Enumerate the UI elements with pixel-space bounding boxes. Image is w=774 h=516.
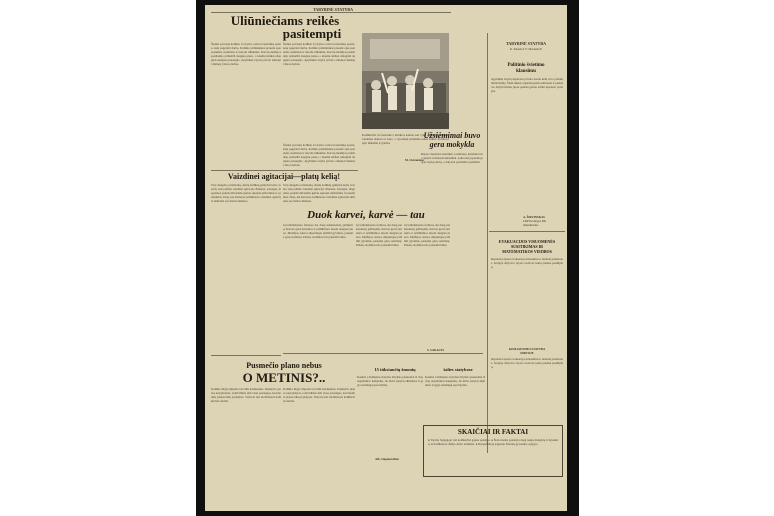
headline-agitation: Vaizdinei agitacijai—platų kelią!: [227, 172, 341, 181]
article-body-final-1: Kolūkio ūkyje rūpestis turi būti kasdieninis. Pusmečio planas neįvykdytas, todėl būtina dėti visas pastangas, kad metinis planas būtų įvykdytas. Vadovai turi mobilizuoti kolūkiečius darbui.: [211, 387, 281, 403]
sidebar-signature-3: instruktorius: [523, 223, 539, 227]
elections-author: Alb. Stepanavičius: [375, 457, 399, 461]
photo-caption: Kolūkiečiai vėl susirinko į kultūros namus, kur vyko iškilminga šventė. Jaunimas dainavo ir šoko, o vyresnieji prisiminė senus laikus. Šventė praėjo linksmai ir gražiai.: [362, 133, 449, 145]
sidebar-byline: K. Kasnis ir V. Maciulevič: [510, 47, 542, 51]
headline-o-metinis: O METINIS?..: [242, 370, 326, 385]
headline-pasitempti: pasitempti: [282, 26, 342, 41]
sidebar-signature-1: A. ŠIRVINSKAS: [523, 215, 545, 219]
article-body-mid: Šiemet pavasarį kolūkio ir tarybos vadovai susirinkę aptarė, kaip pagerinti darbą. Kolūkio pirmininkas pranešė apie pasiektus rezultatus ir nurodė trūkumus. Karvių melžėjos pasižadėjo primelžti daugiau pieno, o kiaulių šėrikai užauginti daugiau prieauglio. Apylinkės taryba privalo atkreipti dėmesį į šiuos darbus.: [283, 143, 355, 167]
photo-scene: [362, 33, 449, 129]
article-body-uliunieciams-col2: Šiemet pavasarį kolūkio ir tarybos vadovai susirinkę aptarė, kaip pagerinti darbą. Kolūkio pirmininkas pranešė apie pasiektus rezultatus ir nurodė trūkumus. Karvių melžėjos pasižadėjo primelžti daugiau pieno, o kiaulių šėrikai užauginti daugiau prieauglio. Apylinkės taryba privalo atkreipti dėmesį į šiuos darbus.: [283, 42, 355, 66]
sidebar-mid-heading-1: EVAKUACIJOS VISUOMENĖS: [498, 239, 556, 244]
sidebar-body-mid: Deputatai aptarė evakuacijos klausimus ir numatė priemones. Sesijoje dalyvavo rajono vadovai, kurie pateikė pasiūlymų.: [491, 257, 563, 269]
article-body-agitation-col2: Tarp daugelio priemonių, skirtų kolūkių gamybai kelti, svarbią vietą užima vaizdinė agitacija. Plakatai, lozungai, diagramos padeda žmonėms geriau suprasti uždavinius ir pasiekimus. Deja, kai kuriuose kolūkiuose vaizdinei agitacijai skiriama per mažai dėmesio.: [283, 183, 355, 203]
article-body-final-2: Kolūkio ūkyje rūpestis turi būti kasdieninis. Pusmečio planas neįvykdytas, todėl būtina dėti visas pastangas, kad metinis planas būtų įvykdytas. Vadovai turi mobilizuoti kolūkiečius darbui.: [283, 387, 355, 403]
sidebar-heading-1: Politinio švietimo: [507, 63, 545, 68]
headline-15-thousand: 15 tūkstančių žmonių: [374, 367, 416, 372]
article-body-busy: Rajono deputatai susirinko į seminarą, kuriame buvo aptarti svarbiausi klausimai. Lektoriai papasakojo apie tarybų darbą, o dalyviai pasidalino patirtimi.: [421, 152, 483, 164]
facts-body: ● Tarybų Sąjungoje visi kolūkiečiai gauna pensijas. ● Šiais metais pastatyta daug naujų mokyklų ir ligoninių. ● Kolūkiuose didėja darbo našumas. ● Respublikoje pagerėjo žmonių gyvenimo sąlygos.: [428, 438, 558, 446]
article-body-cows-1: Gyvulininkystės fermose dar daug neišnaudotų galimybių. Karvės gerai šeriamos ir prižiūrimos duoda daugiau pieno. Melžėjos, kurios rūpestingai prižiūri gyvulius, pasiekia gerų rezultatų. Pašarų ruošimas turi prasidėti laiku.: [283, 223, 353, 239]
headline-uliunieciams: Uliūniečiams reikės: [230, 13, 340, 28]
article-body-agitation: Tarp daugelio priemonių, skirtų kolūkių gamybai kelti, svarbią vietą užima vaizdinė agitacija. Plakatai, lozungai, diagramos padeda žmonėms geriau suprasti uždavinius ir pasiekimus. Deja, kai kuriuose kolūkiuose vaizdinei agitacijai skiriama per mažai dėmesio.: [211, 183, 281, 203]
sidebar-mid-heading-2: SUSITIKIMAS IR: [510, 244, 544, 249]
sidebar-body-lower: Deputatai aptarė evakuacijos klausimus ir numatė priemones. Sesijoje dalyvavo rajono vadovai, kurie pateikė pasiūlymų.: [491, 357, 563, 369]
article-body-15-1: Kasmet į didžiąsias statybas išvyksta jaunuoliai iš visų respublikos kampelių. Jie dirba statybų aikštelėse ir įgyja naudingų specialybių.: [357, 375, 423, 387]
facts-box: [423, 425, 563, 477]
article-body-uliunieciams: Šiemet pavasarį kolūkio ir tarybos vadovai susirinkę aptarė, kaip pagerinti darbą. Kolūkio pirmininkas pranešė apie pasiektus rezultatus ir nurodė trūkumus. Karvių melžėjos pasižadėjo primelžti daugiau pieno, o kiaulių šėrikai užauginti daugiau prieauglio. Apylinkės taryba privalo atkreipti dėmesį į šiuos darbus.: [211, 42, 281, 66]
sidebar-body-top: Apylinkių tarybų deputatai privalo nuolat kelti savo politinį išsilavinimą. Šiam tikslui organizuojami seminarai ir paskaitos. Dalyvavimas juose padeda geriau atlikti deputato pareigas.: [491, 77, 563, 93]
article-body-15-2: Kasmet į didžiąsias statybas išvyksta jaunuoliai iš visų respublikos kampelių. Jie dirba statybų aikštelėse ir įgyja naudingų specialybių.: [425, 375, 485, 387]
news-photo: [362, 33, 449, 129]
article-body-cows-2: Gyvulininkystės fermose dar daug neišnaudotų galimybių. Karvės gerai šeriamos ir prižiūrimos duoda daugiau pieno. Melžėjos, kurios rūpestingai prižiūri gyvulius, pasiekia gerų rezultatų. Pašarų ruošimas turi prasidėti laiku.: [356, 223, 402, 247]
article-body-cows-3: Gyvulininkystės fermose dar daug neišnaudotų galimybių. Karvės gerai šeriamos ir prižiūrimos duoda daugiau pieno. Melžėjos, kurios rūpestingai prižiūri gyvulius, pasiekia gerų rezultatų. Pašarų ruošimas turi prasidėti laiku.: [404, 223, 450, 247]
headline-pusmecio: Pusmečio plano nebus: [246, 361, 322, 370]
section-label: TARYBINĖ STATYBA: [313, 7, 353, 12]
sidebar-label: TARYBINĖ STATYBA: [506, 41, 546, 46]
sidebar-heading-2: klausimu: [516, 69, 536, 74]
headline-gera-mokykla: gera mokykla: [429, 140, 475, 149]
headline-uzsiemimai: Užsiėmimai buvo: [423, 131, 481, 140]
sidebar-footer-label: KOMJAUNIMO STATYBA: [508, 347, 546, 351]
sidebar-signature-2: LKP Kretingos RK: [523, 219, 547, 223]
facts-title: SKAIČIAI IR FAKTAI: [457, 428, 529, 436]
photo-author: M. Ostrauskas: [405, 158, 424, 162]
headline-duok-karvei: Duok karvei, karvė — tau: [307, 209, 425, 221]
headline-statybose: šalies statybose: [443, 367, 473, 372]
cows-author: S. SAKALYS: [427, 348, 445, 352]
sidebar-mid-heading-3: MATEMATIKOS VIEDBOS: [502, 249, 552, 254]
sidebar-footer-sub: DIRVOJE: [520, 351, 534, 355]
newspaper-page: [205, 5, 567, 511]
